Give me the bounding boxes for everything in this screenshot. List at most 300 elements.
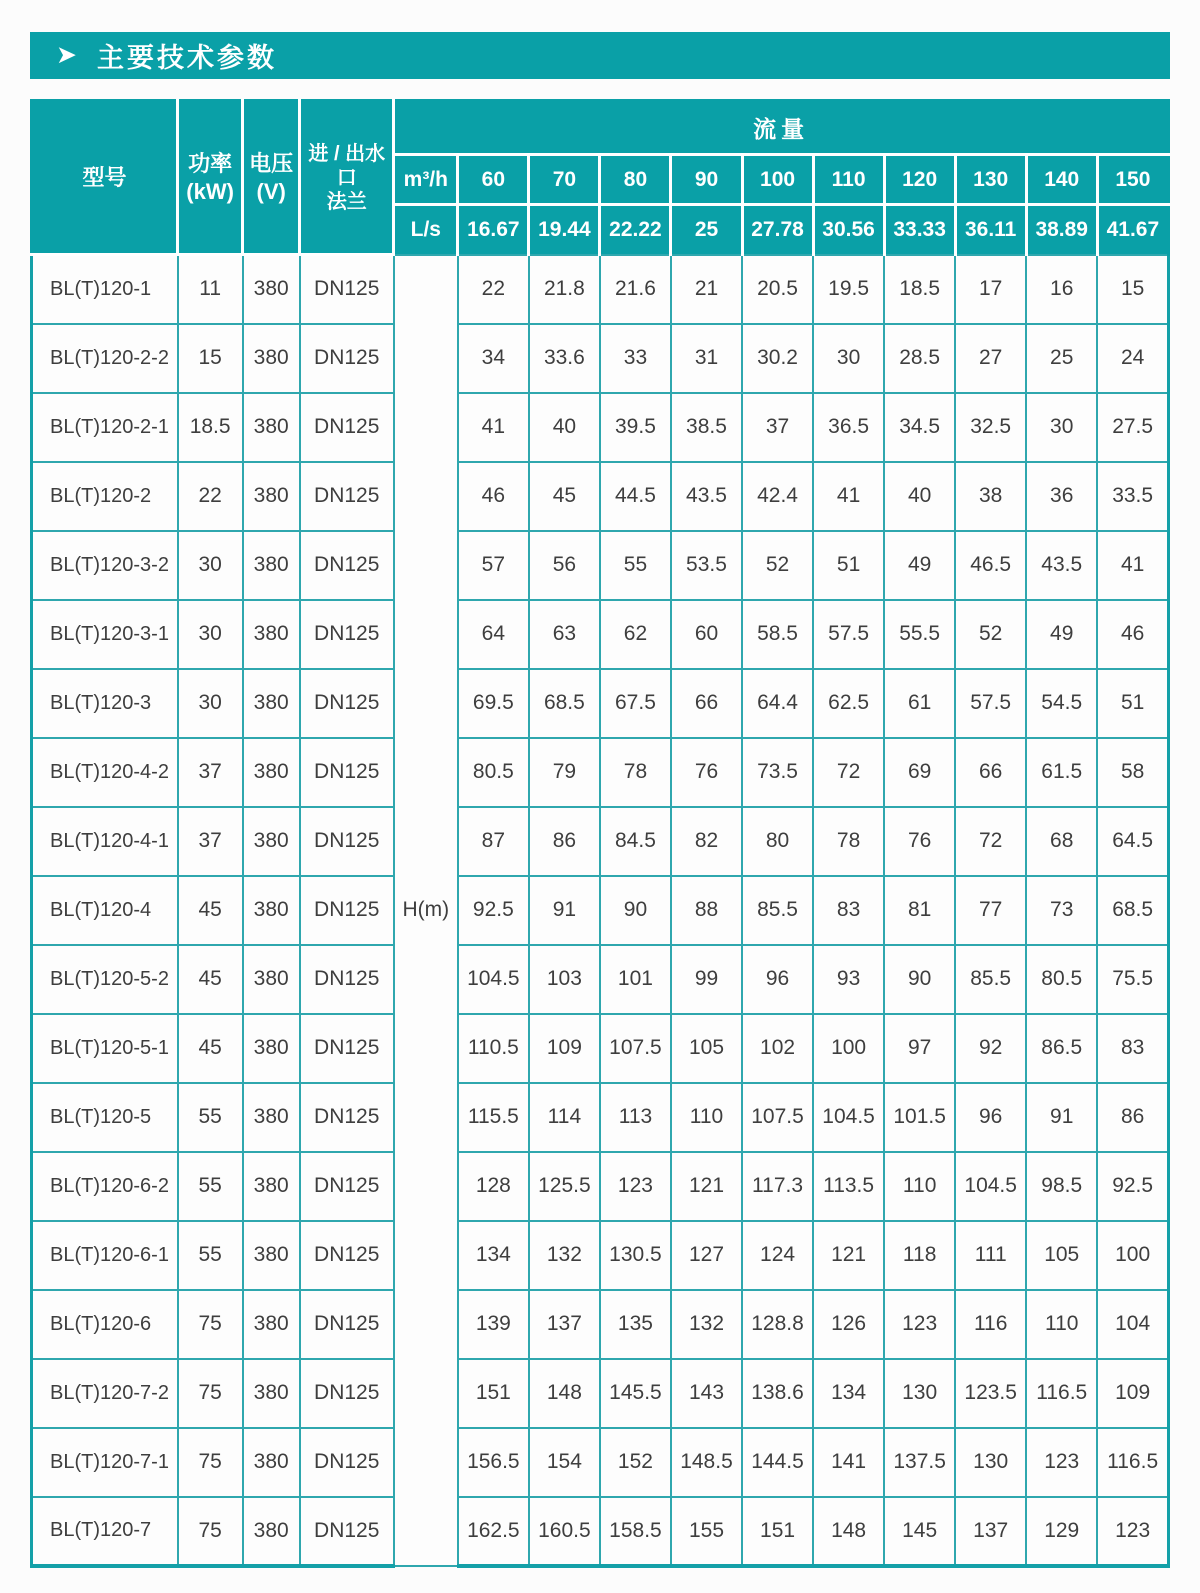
head-value-cell: 102 bbox=[742, 1014, 813, 1083]
head-value-cell: 91 bbox=[1026, 1083, 1097, 1152]
spec-table bbox=[30, 99, 1170, 1568]
voltage-cell: 380 bbox=[243, 807, 300, 876]
head-value-cell: 101.5 bbox=[884, 1083, 955, 1152]
head-value-cell: 156.5 bbox=[458, 1428, 529, 1497]
head-value-cell: 24 bbox=[1097, 324, 1168, 393]
head-value-cell: 137 bbox=[529, 1290, 600, 1359]
voltage-cell: 380 bbox=[243, 1290, 300, 1359]
head-value-cell: 104.5 bbox=[955, 1152, 1026, 1221]
head-value-cell: 148 bbox=[813, 1497, 884, 1566]
head-value-cell: 145.5 bbox=[600, 1359, 671, 1428]
head-value-cell: 82 bbox=[671, 807, 742, 876]
flow-m3h-value: 130 bbox=[955, 155, 1026, 205]
voltage-cell: 380 bbox=[243, 531, 300, 600]
head-value-cell: 62.5 bbox=[813, 669, 884, 738]
head-value-cell: 33.5 bbox=[1097, 462, 1168, 531]
power-cell: 55 bbox=[178, 1152, 243, 1221]
head-value-cell: 64.4 bbox=[742, 669, 813, 738]
head-value-cell: 60 bbox=[671, 600, 742, 669]
head-value-cell: 98.5 bbox=[1026, 1152, 1097, 1221]
head-value-cell: 75.5 bbox=[1097, 945, 1168, 1014]
head-value-cell: 110 bbox=[671, 1083, 742, 1152]
flange-cell: DN125 bbox=[300, 1083, 394, 1152]
page-title: 主要技术参数 bbox=[96, 43, 277, 73]
col-header-voltage-line1: 电压 bbox=[249, 151, 294, 176]
head-value-cell: 160.5 bbox=[529, 1497, 600, 1566]
head-value-cell: 110 bbox=[1026, 1290, 1097, 1359]
head-value-cell: 15 bbox=[1097, 255, 1168, 324]
head-value-cell: 33 bbox=[600, 324, 671, 393]
head-value-cell: 110 bbox=[884, 1152, 955, 1221]
power-cell: 11 bbox=[178, 255, 243, 324]
head-value-cell: 111 bbox=[955, 1221, 1026, 1290]
head-value-cell: 97 bbox=[884, 1014, 955, 1083]
head-value-cell: 21.6 bbox=[600, 255, 671, 324]
head-value-cell: 78 bbox=[600, 738, 671, 807]
head-value-cell: 128 bbox=[458, 1152, 529, 1221]
head-value-cell: 21 bbox=[671, 255, 742, 324]
flange-cell: DN125 bbox=[300, 600, 394, 669]
head-value-cell: 127 bbox=[671, 1221, 742, 1290]
head-value-cell: 105 bbox=[671, 1014, 742, 1083]
head-value-cell: 52 bbox=[955, 600, 1026, 669]
head-value-cell: 85.5 bbox=[742, 876, 813, 945]
head-value-cell: 44.5 bbox=[600, 462, 671, 531]
head-value-cell: 117.3 bbox=[742, 1152, 813, 1221]
head-value-cell: 54.5 bbox=[1026, 669, 1097, 738]
flange-cell: DN125 bbox=[300, 807, 394, 876]
head-value-cell: 64 bbox=[458, 600, 529, 669]
power-cell: 75 bbox=[178, 1428, 243, 1497]
power-cell: 22 bbox=[178, 462, 243, 531]
voltage-cell: 380 bbox=[243, 1083, 300, 1152]
head-value-cell: 87 bbox=[458, 807, 529, 876]
voltage-cell: 380 bbox=[243, 738, 300, 807]
model-cell: BL(T)120-4 bbox=[32, 876, 178, 945]
flow-m3h-value: 80 bbox=[600, 155, 671, 205]
col-header-power-line2: (kW) bbox=[186, 178, 234, 204]
col-header-power-line1: 功率 bbox=[188, 151, 233, 176]
table-row bbox=[32, 1290, 1169, 1359]
head-value-cell: 144.5 bbox=[742, 1428, 813, 1497]
head-value-cell: 100 bbox=[1097, 1221, 1168, 1290]
table-row bbox=[32, 1221, 1169, 1290]
head-value-cell: 32.5 bbox=[955, 393, 1026, 462]
head-value-cell: 148.5 bbox=[671, 1428, 742, 1497]
power-cell: 75 bbox=[178, 1497, 243, 1566]
head-value-cell: 38 bbox=[955, 462, 1026, 531]
spec-table-header bbox=[32, 101, 1169, 255]
head-value-cell: 27 bbox=[955, 324, 1026, 393]
head-value-cell: 36.5 bbox=[813, 393, 884, 462]
head-value-cell: 31 bbox=[671, 324, 742, 393]
head-value-cell: 83 bbox=[813, 876, 884, 945]
voltage-cell: 380 bbox=[243, 1014, 300, 1083]
flange-cell: DN125 bbox=[300, 669, 394, 738]
head-value-cell: 123 bbox=[1097, 1497, 1168, 1566]
col-header-flange-line2: 口 bbox=[336, 166, 357, 189]
head-value-cell: 46 bbox=[1097, 600, 1168, 669]
flange-cell: DN125 bbox=[300, 255, 394, 324]
power-cell: 15 bbox=[178, 324, 243, 393]
head-value-cell: 137 bbox=[955, 1497, 1026, 1566]
power-cell: 75 bbox=[178, 1290, 243, 1359]
voltage-cell: 380 bbox=[243, 1428, 300, 1497]
head-value-cell: 116 bbox=[955, 1290, 1026, 1359]
head-value-cell: 68 bbox=[1026, 807, 1097, 876]
head-value-cell: 30 bbox=[813, 324, 884, 393]
flange-cell: DN125 bbox=[300, 1014, 394, 1083]
head-value-cell: 69.5 bbox=[458, 669, 529, 738]
head-value-cell: 152 bbox=[600, 1428, 671, 1497]
col-header-voltage-line2: (V) bbox=[256, 178, 286, 204]
model-cell: BL(T)120-2 bbox=[32, 462, 178, 531]
head-value-cell: 30.2 bbox=[742, 324, 813, 393]
head-value-cell: 96 bbox=[742, 945, 813, 1014]
flange-cell: DN125 bbox=[300, 462, 394, 531]
head-value-cell: 40 bbox=[529, 393, 600, 462]
flange-cell: DN125 bbox=[300, 1497, 394, 1566]
head-value-cell: 135 bbox=[600, 1290, 671, 1359]
head-value-cell: 49 bbox=[884, 531, 955, 600]
power-cell: 30 bbox=[178, 669, 243, 738]
head-value-cell: 43.5 bbox=[1026, 531, 1097, 600]
model-cell: BL(T)120-6-1 bbox=[32, 1221, 178, 1290]
head-value-cell: 92 bbox=[955, 1014, 1026, 1083]
table-row bbox=[32, 1497, 1169, 1566]
voltage-cell: 380 bbox=[243, 1221, 300, 1290]
head-value-cell: 76 bbox=[884, 807, 955, 876]
power-cell: 37 bbox=[178, 738, 243, 807]
head-value-cell: 145 bbox=[884, 1497, 955, 1566]
col-header-power bbox=[178, 101, 243, 255]
model-cell: BL(T)120-2-2 bbox=[32, 324, 178, 393]
head-value-cell: 155 bbox=[671, 1497, 742, 1566]
power-cell: 37 bbox=[178, 807, 243, 876]
flow-m3h-value: 110 bbox=[813, 155, 884, 205]
head-value-cell: 130 bbox=[884, 1359, 955, 1428]
model-cell: BL(T)120-3-2 bbox=[32, 531, 178, 600]
flange-cell: DN125 bbox=[300, 1428, 394, 1497]
head-value-cell: 58.5 bbox=[742, 600, 813, 669]
head-value-cell: 154 bbox=[529, 1428, 600, 1497]
model-cell: BL(T)120-3 bbox=[32, 669, 178, 738]
voltage-cell: 380 bbox=[243, 1152, 300, 1221]
table-row bbox=[32, 945, 1169, 1014]
voltage-cell: 380 bbox=[243, 876, 300, 945]
head-value-cell: 28.5 bbox=[884, 324, 955, 393]
voltage-cell: 380 bbox=[243, 669, 300, 738]
head-value-cell: 128.8 bbox=[742, 1290, 813, 1359]
head-value-cell: 134 bbox=[813, 1359, 884, 1428]
head-value-cell: 78 bbox=[813, 807, 884, 876]
head-value-cell: 76 bbox=[671, 738, 742, 807]
flow-m3h-value: 90 bbox=[671, 155, 742, 205]
head-value-cell: 123 bbox=[884, 1290, 955, 1359]
head-value-cell: 19.5 bbox=[813, 255, 884, 324]
col-header-flow: 流量 bbox=[394, 101, 1169, 155]
table-row bbox=[32, 807, 1169, 876]
head-value-cell: 109 bbox=[529, 1014, 600, 1083]
head-unit-cell: H(m) bbox=[394, 255, 458, 1566]
voltage-cell: 380 bbox=[243, 1497, 300, 1566]
table-row bbox=[32, 669, 1169, 738]
head-value-cell: 66 bbox=[671, 669, 742, 738]
flow-ls-value: 38.89 bbox=[1026, 205, 1097, 255]
flow-ls-value: 41.67 bbox=[1097, 205, 1168, 255]
head-value-cell: 105 bbox=[1026, 1221, 1097, 1290]
head-value-cell: 80.5 bbox=[458, 738, 529, 807]
head-value-cell: 123.5 bbox=[955, 1359, 1026, 1428]
head-value-cell: 68.5 bbox=[1097, 876, 1168, 945]
arrow-right-icon: ➤ bbox=[56, 41, 77, 69]
model-cell: BL(T)120-2-1 bbox=[32, 393, 178, 462]
head-value-cell: 96 bbox=[955, 1083, 1026, 1152]
head-value-cell: 141 bbox=[813, 1428, 884, 1497]
flange-cell: DN125 bbox=[300, 1359, 394, 1428]
model-cell: BL(T)120-5-2 bbox=[32, 945, 178, 1014]
head-value-cell: 30 bbox=[1026, 393, 1097, 462]
head-value-cell: 107.5 bbox=[600, 1014, 671, 1083]
flow-m3h-value: 150 bbox=[1097, 155, 1168, 205]
power-cell: 45 bbox=[178, 1014, 243, 1083]
head-value-cell: 104.5 bbox=[813, 1083, 884, 1152]
flow-m3h-value: 140 bbox=[1026, 155, 1097, 205]
head-value-cell: 18.5 bbox=[884, 255, 955, 324]
head-value-cell: 37 bbox=[742, 393, 813, 462]
model-cell: BL(T)120-7 bbox=[32, 1497, 178, 1566]
flow-ls-value: 36.11 bbox=[955, 205, 1026, 255]
model-cell: BL(T)120-4-2 bbox=[32, 738, 178, 807]
head-value-cell: 16 bbox=[1026, 255, 1097, 324]
head-value-cell: 83 bbox=[1097, 1014, 1168, 1083]
flange-cell: DN125 bbox=[300, 324, 394, 393]
head-value-cell: 69 bbox=[884, 738, 955, 807]
table-row bbox=[32, 1014, 1169, 1083]
flow-ls-value: 19.44 bbox=[529, 205, 600, 255]
power-cell: 75 bbox=[178, 1359, 243, 1428]
head-value-cell: 138.6 bbox=[742, 1359, 813, 1428]
head-value-cell: 53.5 bbox=[671, 531, 742, 600]
flow-m3h-value: 120 bbox=[884, 155, 955, 205]
head-value-cell: 34.5 bbox=[884, 393, 955, 462]
head-value-cell: 86 bbox=[1097, 1083, 1168, 1152]
model-cell: BL(T)120-6 bbox=[32, 1290, 178, 1359]
head-value-cell: 124 bbox=[742, 1221, 813, 1290]
model-cell: BL(T)120-5 bbox=[32, 1083, 178, 1152]
voltage-cell: 380 bbox=[243, 324, 300, 393]
voltage-cell: 380 bbox=[243, 255, 300, 324]
head-value-cell: 20.5 bbox=[742, 255, 813, 324]
flange-cell: DN125 bbox=[300, 945, 394, 1014]
head-value-cell: 42.4 bbox=[742, 462, 813, 531]
flow-m3h-value: 70 bbox=[529, 155, 600, 205]
head-value-cell: 33.6 bbox=[529, 324, 600, 393]
table-row bbox=[32, 1428, 1169, 1497]
model-cell: BL(T)120-1 bbox=[32, 255, 178, 324]
head-value-cell: 51 bbox=[1097, 669, 1168, 738]
head-value-cell: 104.5 bbox=[458, 945, 529, 1014]
head-value-cell: 104 bbox=[1097, 1290, 1168, 1359]
flange-cell: DN125 bbox=[300, 1152, 394, 1221]
head-value-cell: 22 bbox=[458, 255, 529, 324]
col-header-voltage bbox=[243, 101, 300, 255]
head-value-cell: 57.5 bbox=[813, 600, 884, 669]
power-cell: 45 bbox=[178, 945, 243, 1014]
flow-ls-value: 25 bbox=[671, 205, 742, 255]
voltage-cell: 380 bbox=[243, 462, 300, 531]
head-value-cell: 101 bbox=[600, 945, 671, 1014]
head-value-cell: 103 bbox=[529, 945, 600, 1014]
flow-ls-value: 27.78 bbox=[742, 205, 813, 255]
head-value-cell: 93 bbox=[813, 945, 884, 1014]
head-value-cell: 61 bbox=[884, 669, 955, 738]
flow-m3h-value: 100 bbox=[742, 155, 813, 205]
col-header-unit-ls: L/s bbox=[394, 205, 458, 255]
head-value-cell: 123 bbox=[1026, 1428, 1097, 1497]
power-cell: 30 bbox=[178, 600, 243, 669]
head-value-cell: 55.5 bbox=[884, 600, 955, 669]
head-value-cell: 126 bbox=[813, 1290, 884, 1359]
head-value-cell: 151 bbox=[458, 1359, 529, 1428]
power-cell: 30 bbox=[178, 531, 243, 600]
head-value-cell: 113.5 bbox=[813, 1152, 884, 1221]
head-value-cell: 114 bbox=[529, 1083, 600, 1152]
head-value-cell: 109 bbox=[1097, 1359, 1168, 1428]
head-value-cell: 143 bbox=[671, 1359, 742, 1428]
head-value-cell: 151 bbox=[742, 1497, 813, 1566]
head-value-cell: 90 bbox=[884, 945, 955, 1014]
model-cell: BL(T)120-3-1 bbox=[32, 600, 178, 669]
table-row bbox=[32, 393, 1169, 462]
head-value-cell: 129 bbox=[1026, 1497, 1097, 1566]
flow-m3h-value: 60 bbox=[458, 155, 529, 205]
head-value-cell: 46.5 bbox=[955, 531, 1026, 600]
head-value-cell: 41 bbox=[813, 462, 884, 531]
head-value-cell: 107.5 bbox=[742, 1083, 813, 1152]
head-value-cell: 72 bbox=[955, 807, 1026, 876]
flange-cell: DN125 bbox=[300, 531, 394, 600]
head-value-cell: 118 bbox=[884, 1221, 955, 1290]
voltage-cell: 380 bbox=[243, 600, 300, 669]
power-cell: 55 bbox=[178, 1221, 243, 1290]
head-value-cell: 72 bbox=[813, 738, 884, 807]
voltage-cell: 380 bbox=[243, 945, 300, 1014]
head-value-cell: 57.5 bbox=[955, 669, 1026, 738]
flow-ls-value: 30.56 bbox=[813, 205, 884, 255]
head-value-cell: 123 bbox=[600, 1152, 671, 1221]
head-value-cell: 62 bbox=[600, 600, 671, 669]
flange-cell: DN125 bbox=[300, 738, 394, 807]
head-value-cell: 116.5 bbox=[1026, 1359, 1097, 1428]
head-value-cell: 80 bbox=[742, 807, 813, 876]
table-row bbox=[32, 600, 1169, 669]
head-value-cell: 39.5 bbox=[600, 393, 671, 462]
head-value-cell: 115.5 bbox=[458, 1083, 529, 1152]
head-value-cell: 113 bbox=[600, 1083, 671, 1152]
flange-cell: DN125 bbox=[300, 876, 394, 945]
head-value-cell: 77 bbox=[955, 876, 1026, 945]
model-cell: BL(T)120-7-2 bbox=[32, 1359, 178, 1428]
head-value-cell: 137.5 bbox=[884, 1428, 955, 1497]
table-row bbox=[32, 462, 1169, 531]
section-title-bar bbox=[30, 32, 1170, 79]
head-value-cell: 68.5 bbox=[529, 669, 600, 738]
head-value-cell: 64.5 bbox=[1097, 807, 1168, 876]
flow-ls-value: 16.67 bbox=[458, 205, 529, 255]
head-value-cell: 100 bbox=[813, 1014, 884, 1083]
table-row bbox=[32, 324, 1169, 393]
flow-ls-value: 22.22 bbox=[600, 205, 671, 255]
flow-ls-value: 33.33 bbox=[884, 205, 955, 255]
power-cell: 55 bbox=[178, 1083, 243, 1152]
head-value-cell: 125.5 bbox=[529, 1152, 600, 1221]
head-value-cell: 36 bbox=[1026, 462, 1097, 531]
table-row bbox=[32, 1359, 1169, 1428]
col-header-flange bbox=[300, 101, 394, 255]
col-header-flange-line1: 进 / 出水 bbox=[308, 142, 386, 165]
head-value-cell: 84.5 bbox=[600, 807, 671, 876]
flange-cell: DN125 bbox=[300, 393, 394, 462]
head-value-cell: 91 bbox=[529, 876, 600, 945]
head-value-cell: 51 bbox=[813, 531, 884, 600]
head-value-cell: 46 bbox=[458, 462, 529, 531]
table-row bbox=[32, 531, 1169, 600]
head-value-cell: 25 bbox=[1026, 324, 1097, 393]
model-cell: BL(T)120-6-2 bbox=[32, 1152, 178, 1221]
head-value-cell: 61.5 bbox=[1026, 738, 1097, 807]
col-header-flange-line3: 法兰 bbox=[326, 190, 367, 213]
col-header-unit-m3h: m³/h bbox=[394, 155, 458, 205]
head-value-cell: 27.5 bbox=[1097, 393, 1168, 462]
table-row bbox=[32, 1083, 1169, 1152]
model-cell: BL(T)120-5-1 bbox=[32, 1014, 178, 1083]
head-value-cell: 43.5 bbox=[671, 462, 742, 531]
head-value-cell: 148 bbox=[529, 1359, 600, 1428]
head-value-cell: 55 bbox=[600, 531, 671, 600]
head-value-cell: 34 bbox=[458, 324, 529, 393]
head-value-cell: 58 bbox=[1097, 738, 1168, 807]
power-cell: 45 bbox=[178, 876, 243, 945]
head-value-cell: 110.5 bbox=[458, 1014, 529, 1083]
power-cell: 18.5 bbox=[178, 393, 243, 462]
flange-cell: DN125 bbox=[300, 1221, 394, 1290]
head-value-cell: 162.5 bbox=[458, 1497, 529, 1566]
model-cell: BL(T)120-7-1 bbox=[32, 1428, 178, 1497]
head-value-cell: 49 bbox=[1026, 600, 1097, 669]
table-row bbox=[32, 738, 1169, 807]
head-value-cell: 17 bbox=[955, 255, 1026, 324]
table-row bbox=[32, 255, 1169, 324]
head-value-cell: 99 bbox=[671, 945, 742, 1014]
head-value-cell: 66 bbox=[955, 738, 1026, 807]
head-value-cell: 79 bbox=[529, 738, 600, 807]
head-value-cell: 81 bbox=[884, 876, 955, 945]
table-row bbox=[32, 876, 1169, 945]
head-value-cell: 88 bbox=[671, 876, 742, 945]
head-value-cell: 121 bbox=[813, 1221, 884, 1290]
head-value-cell: 130 bbox=[955, 1428, 1026, 1497]
head-value-cell: 73.5 bbox=[742, 738, 813, 807]
head-value-cell: 21.8 bbox=[529, 255, 600, 324]
head-value-cell: 90 bbox=[600, 876, 671, 945]
head-value-cell: 56 bbox=[529, 531, 600, 600]
head-value-cell: 132 bbox=[529, 1221, 600, 1290]
head-value-cell: 38.5 bbox=[671, 393, 742, 462]
voltage-cell: 380 bbox=[243, 1359, 300, 1428]
col-header-model: 型号 bbox=[32, 101, 178, 255]
head-value-cell: 57 bbox=[458, 531, 529, 600]
